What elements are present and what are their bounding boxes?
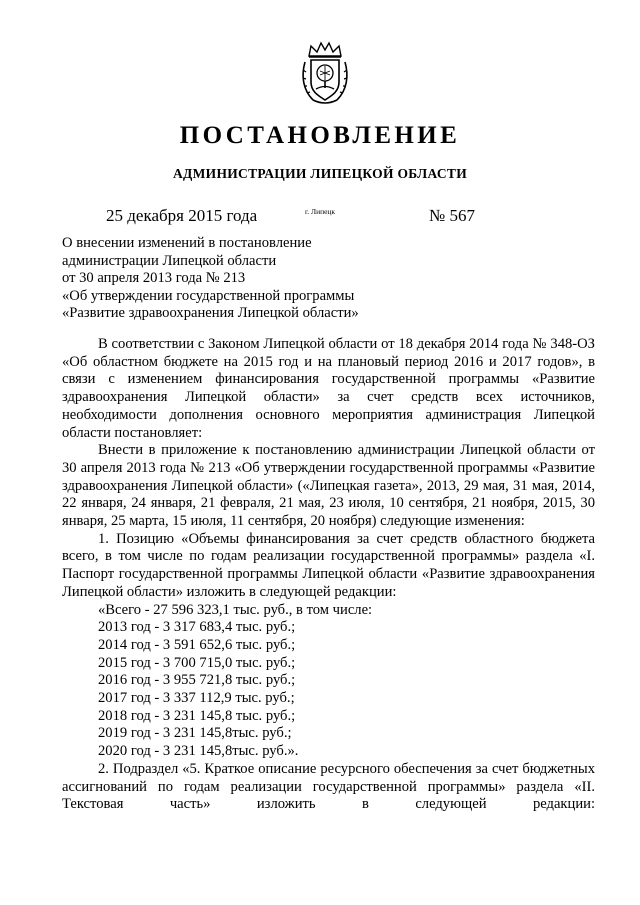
financing-line: 2019 год - 3 231 145,8тыс. руб.; — [98, 725, 292, 742]
document-city: г. Липецк — [305, 207, 336, 216]
financing-line: 2014 год - 3 591 652,6 тыс. руб.; — [98, 636, 296, 653]
item-2-paragraph: 2. Подраздел «5. Краткое описание ресурсного обеспечения за счет бюджетных ассигнований по годам реализации государственной программы» раздела «II. Текстовая часть» изложить в следующей редакции: — [62, 760, 595, 813]
subject-line: О внесении изменений в постановление — [62, 235, 312, 251]
intro-paragraph: Внести в приложение к постановлению администрации Липецкой области от 30 апреля 2013 года № 213 «Об утверждении государственной программы «Развитие здравоохранения Липецкой области» («Липецкая газета», 2013, 29 мая, 31 мая, 2014, 22 января, 24 января, 21 февраля, 21 мая, 23 июля, 10 сентября, 21 ноября, 2015, 30 января, 25 марта, 15 июля, 11 сентября, 20 ноября) следующие изменения: — [62, 442, 595, 530]
financing-list — [62, 602, 595, 761]
financing-line: 2015 год - 3 700 715,0 тыс. руб.; — [98, 654, 296, 671]
financing-line: 2016 год - 3 955 721,8 тыс. руб.; — [98, 672, 296, 689]
subject-line: «Об утверждении государственной программы — [62, 287, 355, 304]
financing-line: 2017 год - 3 337 112,9 тыс. руб.; — [98, 690, 295, 707]
lipetsk-coat-of-arms-icon — [299, 40, 351, 106]
document-issuer: АДМИНИСТРАЦИИ ЛИПЕЦКОЙ ОБЛАСТИ — [172, 166, 468, 181]
item-1-paragraph: 1. Позицию «Объемы финансирования за счет средств областного бюджета всего, в том числе по годам реализации государственной программы» раздела «I. Паспорт государственной программы Липецкой области «Развитие здравоохранения Липецкой области» изложить в следующей редакции: — [62, 530, 595, 600]
preamble-paragraph: В соответствии с Законом Липецкой области от 18 декабря 2014 года № 348-ОЗ «Об областном бюджете на 2015 год и на плановый период 2016 и 2017 годов», в связи с изменением финансирования государственной программы «Развитие здравоохранения Липецкой области» за счет средств всех источников, необходимости дополнения основного мероприятия администрация Липецкой области постановляет: — [62, 336, 595, 441]
document-title: ПОСТАНОВЛЕНИЕ — [179, 122, 461, 149]
subject-line: от 30 апреля 2013 года № 213 — [62, 270, 246, 287]
financing-line: 2018 год - 3 231 145,8 тыс. руб.; — [98, 707, 296, 724]
document-body — [62, 336, 595, 814]
financing-line: 2013 год - 3 317 683,4 тыс. руб.; — [98, 619, 296, 636]
document-number: № 567 — [429, 206, 475, 225]
subject-line: администрации Липецкой области — [62, 252, 277, 269]
document-date: 25 декабря 2015 года — [106, 206, 258, 225]
document-subject — [62, 235, 359, 323]
financing-line: «Всего - 27 596 323,1 тыс. руб., в том числе: — [98, 601, 373, 618]
financing-line: 2020 год - 3 231 145,8тыс. руб.». — [98, 743, 299, 760]
subject-line: «Развитие здравоохранения Липецкой области» — [62, 305, 359, 322]
